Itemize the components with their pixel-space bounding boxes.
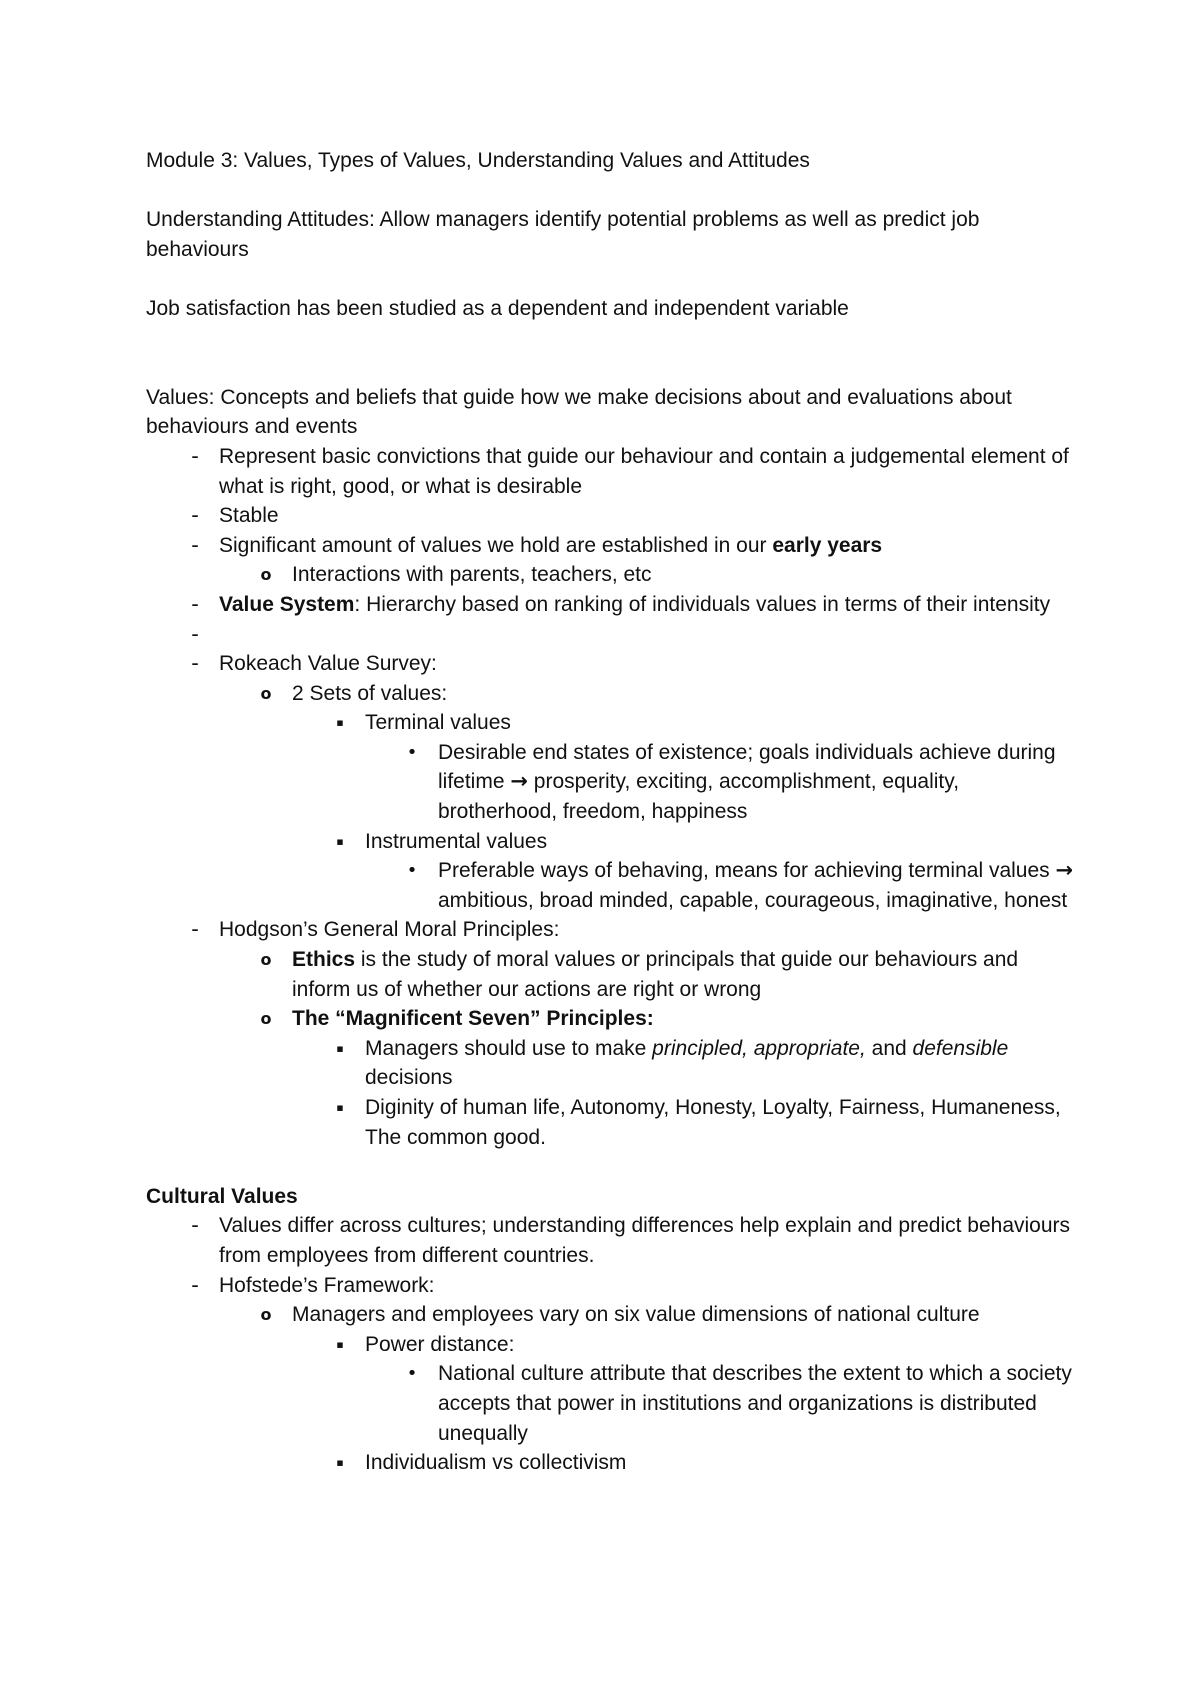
dash-marker: - (191, 651, 199, 676)
list-item-text: decisions (365, 1066, 453, 1090)
circle-bullet-icon: o (260, 683, 272, 703)
bullet-icon: • (406, 860, 418, 882)
ethics-label: Ethics (292, 948, 356, 972)
dash-marker: - (191, 917, 199, 942)
list-item-text: Instrumental values (365, 829, 548, 853)
spacer (146, 1152, 1076, 1182)
square-bullet-icon: ▪ (336, 1101, 344, 1114)
list-item (146, 442, 1076, 501)
dash-marker: - (191, 591, 199, 616)
list-item-text: Represent basic convictions that guide our behaviour and contain a judgemental element of what is right, good, or what is desirable (219, 444, 1069, 498)
list-item (146, 1271, 1076, 1301)
list-item-text: Stable (219, 504, 279, 528)
dash-marker: - (191, 503, 199, 528)
circle-bullet-icon: o (260, 1305, 272, 1325)
list-item-text: Hodgson’s General Moral Principles: (219, 918, 560, 942)
list-item (146, 1359, 1076, 1448)
list-item (146, 915, 1076, 945)
job-satisfaction-paragraph: Job satisfaction has been studied as a dependent and independent variable (146, 296, 849, 320)
list-item-text: Significant amount of values we hold are established in our (219, 533, 773, 557)
list-item (146, 1211, 1076, 1270)
understanding-attitudes-text: : Allow managers identify potential problems as well as predict job behaviours (146, 208, 980, 261)
dash-marker: - (191, 1213, 199, 1238)
square-bullet-icon: ▪ (336, 1041, 344, 1055)
list-item-text: Preferable ways of behaving, means for achieving terminal values (438, 859, 1056, 883)
square-bullet-icon: ▪ (336, 1337, 344, 1351)
dash-marker: - (191, 532, 199, 557)
italic-text: defensible (912, 1036, 1009, 1060)
list-item-text: Interactions with parents, teachers, etc (292, 563, 652, 587)
list-item-text: Individualism vs collectivism (365, 1451, 627, 1475)
list-item (146, 679, 1076, 709)
list-item (146, 1004, 1076, 1034)
cultural-values-heading (146, 1182, 1076, 1212)
list-item (146, 738, 1076, 827)
list-item-text: Values differ across cultures; understanding differences help explain and predict behaviours from employees from different countries. (219, 1214, 1071, 1267)
list-item (146, 1330, 1076, 1360)
list-item-text: and (865, 1036, 913, 1060)
values-definition-text: : Concepts and beliefs that guide how we make decisions about and evaluations about behaviours and events (146, 385, 1012, 439)
understanding-attitudes-label: Understanding Attitudes (146, 208, 369, 232)
understanding-attitudes-paragraph (146, 205, 1076, 264)
bullet-icon: • (406, 741, 418, 763)
right-arrow-icon: → (1055, 858, 1074, 883)
bullet-icon: • (406, 1363, 418, 1385)
circle-bullet-icon: o (260, 950, 272, 970)
cultural-values-title: Cultural Values (146, 1184, 298, 1208)
right-arrow-icon: → (510, 769, 528, 794)
italic-text: principled, appropriate, (652, 1036, 866, 1060)
square-bullet-icon: ▪ (336, 716, 344, 730)
dash-marker: - (191, 621, 199, 646)
list-item (146, 708, 1076, 738)
circle-bullet-icon: o (260, 565, 272, 585)
values-definition-paragraph (146, 383, 1076, 442)
list-item-text: Managers should use to make (365, 1036, 653, 1060)
list-item-text: Hofstede’s Framework: (219, 1273, 435, 1297)
dash-marker: - (191, 443, 199, 468)
early-years-emphasis: early years (772, 533, 883, 557)
list-item-text: ambitious, broad minded, capable, courageous, imaginative, honest (438, 888, 1068, 912)
list-item-text: Power distance: (365, 1332, 515, 1356)
list-item (146, 1093, 1076, 1152)
circle-bullet-icon: o (260, 1009, 272, 1029)
list-item-text: is the study of moral values or principals that guide our behaviours and inform us of whether our actions are right or wrong (292, 948, 1019, 1001)
list-item-text: Managers and employees vary on six value dimensions of national culture (292, 1303, 980, 1327)
spacer (146, 176, 1076, 206)
value-system-label: Value System (219, 592, 355, 616)
list-item (146, 827, 1076, 857)
values-label: Values (146, 385, 209, 409)
list-item (146, 649, 1076, 679)
list-item (146, 501, 1076, 531)
list-item (146, 531, 1076, 561)
list-item (146, 1300, 1076, 1330)
magnificent-seven-heading: The “Magnificent Seven” Principles: (292, 1007, 654, 1031)
list-item-text: : Hierarchy based on ranking of individuals values in terms of their intensity (354, 592, 1051, 616)
square-bullet-icon: ▪ (336, 834, 344, 848)
list-item (146, 945, 1076, 1004)
square-bullet-icon: ▪ (336, 1456, 344, 1470)
module-title: Module 3: Values, Types of Values, Understanding Values and Attitudes (146, 149, 810, 172)
list-item-text: Desirable end states of existence; goals individuals achieve during lifetime (438, 740, 1056, 794)
list-item-empty (146, 620, 1076, 650)
list-item-text: 2 Sets of values: (292, 681, 448, 705)
list-item (146, 560, 1076, 590)
list-item-text: prosperity, exciting, accomplishment, equality, brotherhood, freedom, happiness (438, 770, 960, 824)
list-item (146, 1034, 1076, 1093)
list-item-text: National culture attribute that describes the extent to which a society accepts that power in institutions and organizations is distributed unequally (438, 1362, 1072, 1445)
list-item (146, 1448, 1076, 1478)
spacer (146, 324, 1076, 383)
list-item-text: Diginity of human life, Autonomy, Honesty, Loyalty, Fairness, Humaneness, The common good. (365, 1096, 1061, 1149)
spacer (146, 264, 1076, 294)
list-item (146, 590, 1076, 620)
list-item-text: Terminal values (365, 711, 511, 735)
dash-marker: - (191, 1272, 199, 1297)
list-item-text: Rokeach Value Survey: (219, 652, 437, 676)
document-page (146, 146, 1076, 1478)
list-item (146, 856, 1076, 915)
